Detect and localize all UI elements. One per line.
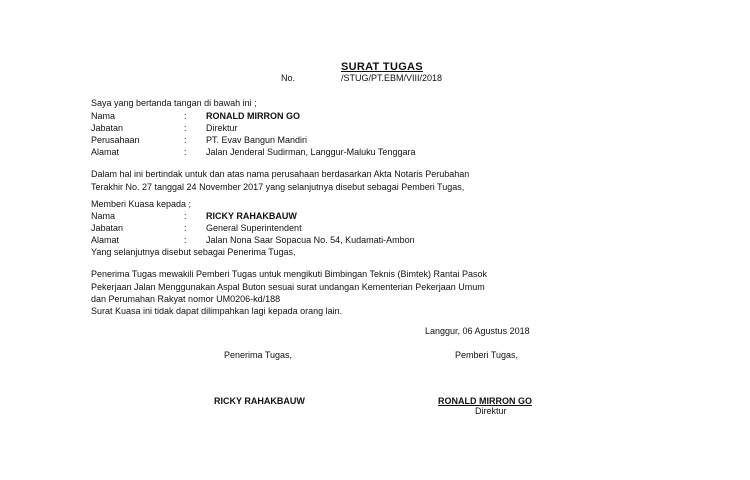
signature-left-role: Penerima Tugas, [224, 350, 293, 360]
paragraph-2-line-2: Pekerjaan Jalan Menggunakan Aspal Buton sesuai surat undangan Kementerian Pekerjaan Umum [91, 282, 485, 292]
field-colon: : [184, 147, 187, 157]
field-colon: : [184, 223, 187, 233]
document-number-label: No. [281, 73, 296, 83]
signature-right-role: Pemberi Tugas, [455, 350, 519, 360]
field-colon: : [184, 111, 187, 121]
paragraph-2-line-3: dan Perumahan Rakyat nomor UM0206-kd/188 [91, 294, 281, 304]
paragraph-2-line-1: Penerima Tugas mewakili Pemberi Tugas untuk mengikuti Bimbingan Teknis (Bimtek) Rantai Pasok [91, 269, 488, 279]
field-label: Jabatan [91, 223, 124, 233]
document-number: /STUG/PT.EBM/VIII/2018 [341, 73, 443, 83]
grantor-position: Direktur [206, 123, 238, 133]
grantee-position: General Superintendent [206, 223, 302, 233]
field-colon: : [184, 123, 187, 133]
field-label: Alamat [91, 235, 120, 245]
grantor-company: PT. Evav Bangun Mandiri [206, 135, 308, 145]
field-label: Alamat [91, 147, 120, 157]
field-label: Nama [91, 111, 116, 121]
grantee-intro: Memberi Kuasa kepada ; [91, 199, 192, 209]
signature-right-title: Direktur [475, 406, 507, 416]
intro-text: Saya yang bertanda tangan di bawah ini ; [91, 98, 257, 108]
field-label: Jabatan [91, 123, 124, 133]
grantee-name: RICKY RAHAKBAUW [206, 211, 297, 221]
document-title: SURAT TUGAS [341, 61, 423, 73]
grantee-outro: Yang selanjutnya disebut sebagai Penerima Tugas, [91, 247, 296, 257]
field-colon: : [184, 135, 187, 145]
paragraph-1-line-1: Dalam hal ini bertindak untuk dan atas nama perusahaan berdasarkan Akta Notaris Perubahan [91, 169, 470, 179]
paragraph-3: Surat Kuasa ini tidak dapat dilimpahkan lagi kepada orang lain. [91, 306, 343, 316]
signature-left-name: RICKY RAHAKBAUW [214, 396, 305, 406]
paragraph-1-line-2: Terakhir No. 27 tanggal 24 November 2017 yang selanjutnya disebut sebagai Pemberi Tugas, [91, 182, 465, 192]
signature-right-name: RONALD MIRRON GO [438, 396, 532, 406]
grantor-name: RONALD MIRRON GO [206, 111, 300, 121]
field-colon: : [184, 211, 187, 221]
place-date: Langgur, 06 Agustus 2018 [425, 326, 530, 336]
field-label: Perusahaan [91, 135, 140, 145]
field-label: Nama [91, 211, 116, 221]
field-colon: : [184, 235, 187, 245]
grantor-address: Jalan Jenderal Sudirman, Langgur-Maluku Tenggara [206, 147, 416, 157]
grantee-address: Jalan Nona Saar Sopacua No. 54, Kudamati-Ambon [206, 235, 415, 245]
